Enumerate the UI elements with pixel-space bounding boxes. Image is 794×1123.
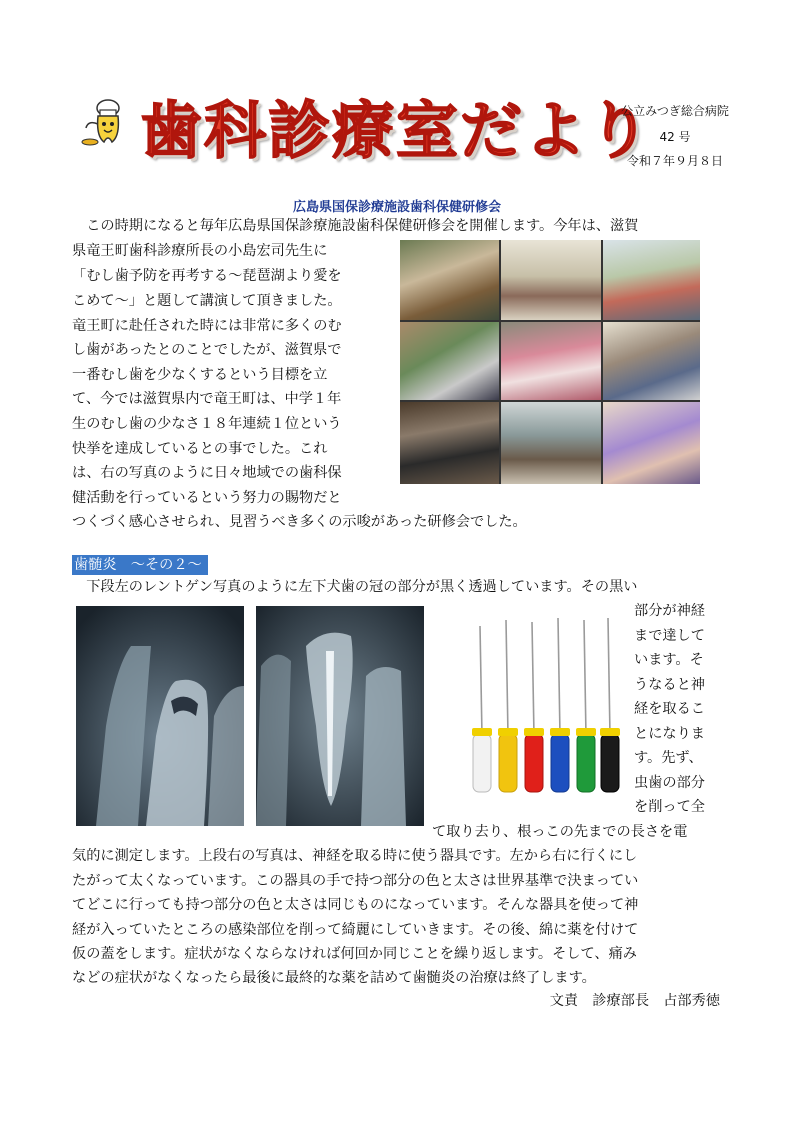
section1-line: この時期になると毎年広島県国保診療施設歯科保健研修会を開催します。今年は、滋賀 <box>72 218 639 234</box>
hall-event-photo <box>501 402 601 484</box>
author-signature: 文責 診療部長 占部秀徳 <box>549 993 720 1009</box>
section2-line: を削って全 <box>634 799 705 815</box>
newsletter-title: 歯科診療室だより <box>140 94 653 167</box>
section2-line: 下段左のレントゲン写真のように左下犬歯の冠の部分が黒く透過しています。その黒い <box>72 579 638 595</box>
endodontic-files-image <box>462 616 624 802</box>
section1-line: 竜王町に赴任された時には非常に多くのむ <box>72 318 342 334</box>
issue-number: 42 号 <box>659 130 691 144</box>
section1-line: 県竜王町歯科診療所長の小島宏司先生に <box>72 243 328 259</box>
children-group-photo <box>603 240 700 320</box>
section2-line: います。そ <box>634 652 704 668</box>
oral-check-photo <box>603 402 700 484</box>
xray-after-image <box>256 606 424 826</box>
section2-line: うなると神 <box>634 677 705 693</box>
section1-line: 一番むし歯を少なくするという目標を立 <box>72 367 328 383</box>
activity-photo-collage <box>400 240 700 484</box>
section1-line: こめて～」と題して講演して頂きました。 <box>72 293 342 309</box>
section2-line: たがって太くなっています。この器具の手で持つ部分の色と太さは世界基準で決まってい <box>72 873 639 889</box>
section1-line: は、右の写真のように日々地域での歯科保 <box>72 465 342 481</box>
section1-line: 快挙を達成しているとの事でした。これ <box>72 441 328 457</box>
section2-line: て取り去り、根っこの先までの長さを電 <box>432 824 688 840</box>
section1-line: つくづく感心させられ、見習うべき多くの示唆があった研修会でした。 <box>72 514 527 530</box>
issue-date: 令和７年９月８日 <box>626 154 723 168</box>
section1-line: 「むし歯予防を再考する～琵琶湖より愛を <box>72 268 342 284</box>
xray-before-image <box>76 606 244 826</box>
class-lecture-photo <box>501 240 601 320</box>
nursing-home-photo <box>400 402 499 484</box>
section1-line: て、今では滋賀県内で竜王町は、中学１年 <box>72 391 342 407</box>
section2-line: す。先ず、 <box>634 750 703 766</box>
section2-line: 経が入っていたところの感染部位を削って綺麗にしていきます。その後、綿に薬を付けて <box>72 922 639 938</box>
hospital-name: 公立みつぎ総合病院 <box>621 104 729 118</box>
section2-line: などの症状がなくなったら最後に最終的な薬を詰めて歯髄炎の治療は終了します。 <box>72 970 596 986</box>
section2-title: 歯髄炎 ～その２～ <box>72 555 208 575</box>
section2-line: 気的に測定します。上段右の写真は、神経を取る時に使う器具です。左から右に行くにし <box>72 848 638 864</box>
section2-line: とになりま <box>634 726 705 742</box>
classroom-photo <box>400 240 499 320</box>
chef-tooth-mascot-icon <box>78 96 130 148</box>
elderly-care-photo <box>400 322 499 400</box>
section1-line: 健活動を行っているという努力の賜物だと <box>72 490 342 506</box>
section2-line: てどこに行っても持つ部分の色と太さは同じものになっています。そんな器具を使って神 <box>72 897 639 913</box>
section2-line: 虫歯の部分 <box>634 775 705 791</box>
home-visit-photo <box>603 322 700 400</box>
section1-title: 広島県国保診療施設歯科保健研修会 <box>292 200 501 215</box>
section1-line: 生のむし歯の少なさ１８年連続１位という <box>72 416 342 432</box>
section2-line: まで達して <box>634 628 705 644</box>
section1-line: し歯があったとのことでしたが、滋賀県で <box>72 342 342 358</box>
section2-line: 仮の蓋をします。症状がなくならなければ何回か同じことを繰り返します。そして、痛み <box>72 946 637 962</box>
dental-staff-photo <box>501 322 601 400</box>
section2-line: 経を取るこ <box>634 701 705 717</box>
section2-line: 部分が神経 <box>634 603 705 619</box>
